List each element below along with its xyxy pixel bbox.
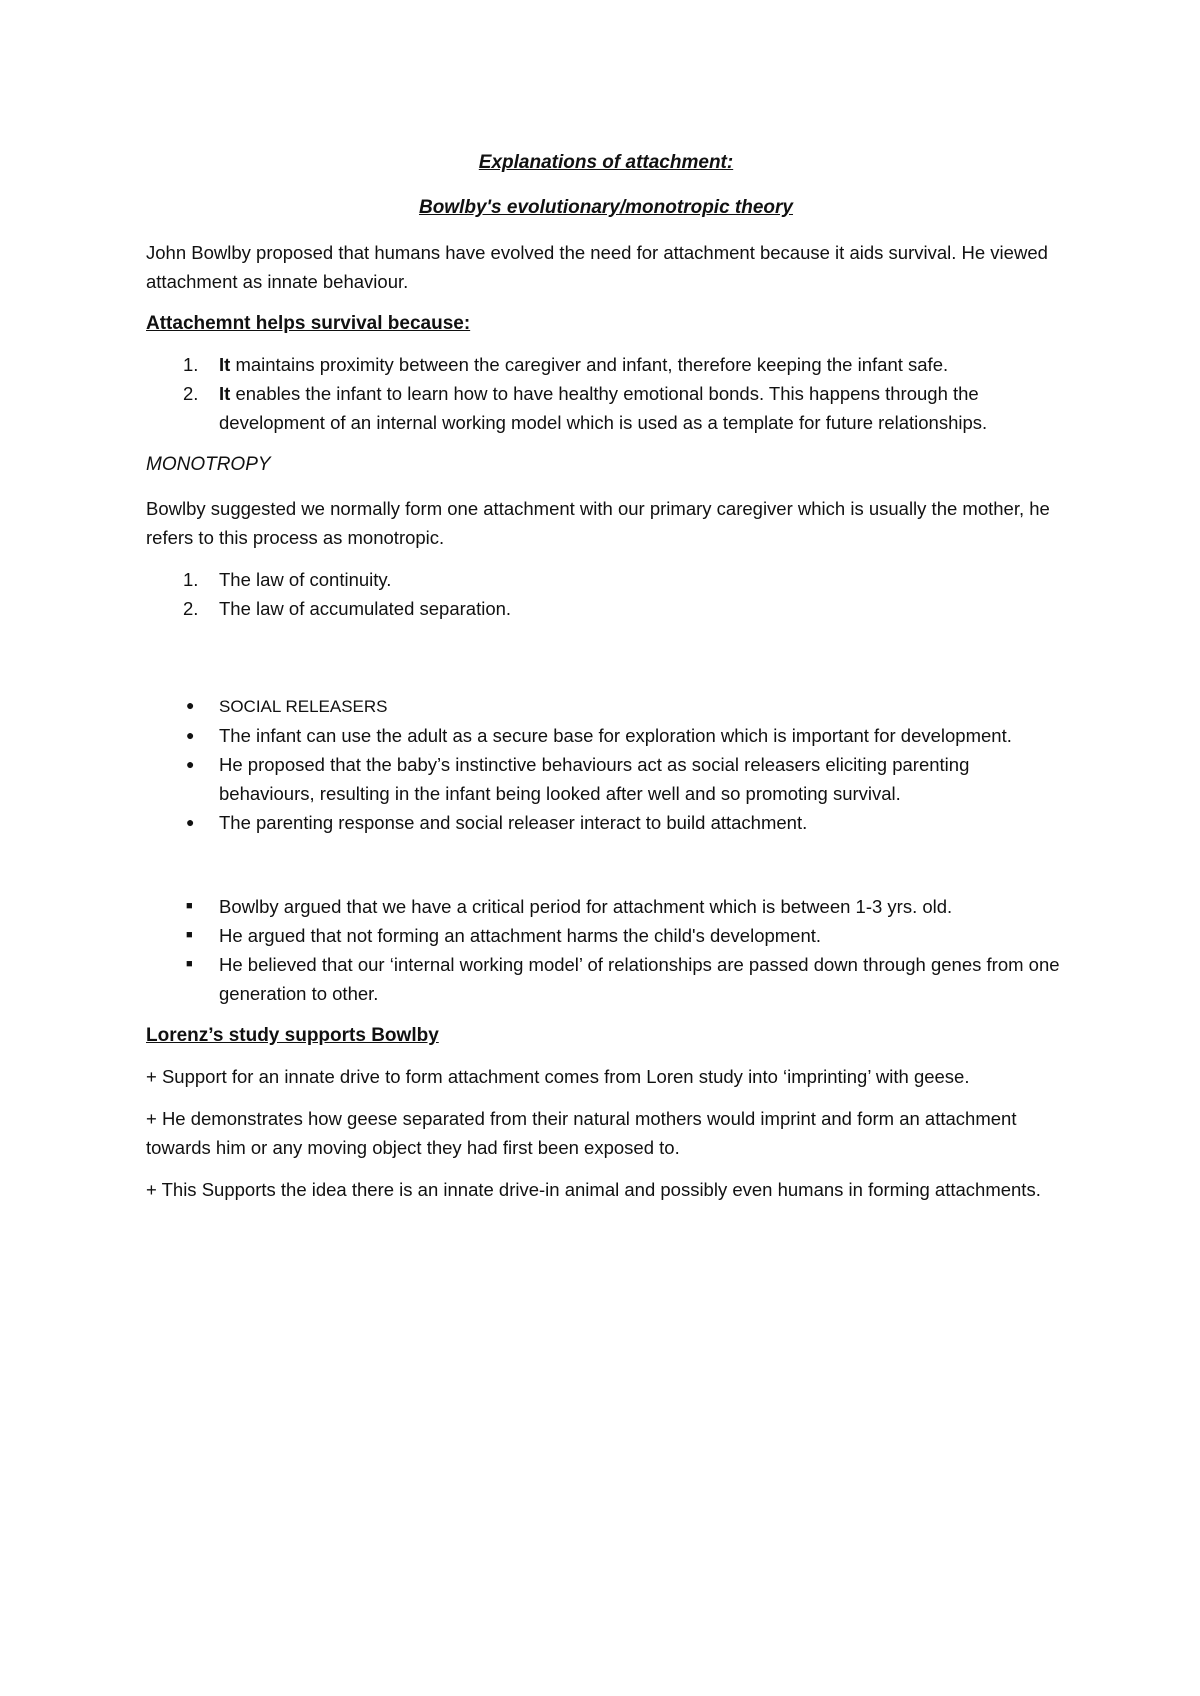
list-item-text: enables the infant to learn how to have healthy emotional bonds. This happens through the development of an internal working model which is used as a template for future relationships.	[219, 383, 988, 433]
list-item-lead: It	[219, 383, 231, 404]
bullet-icon: ●	[186, 697, 195, 713]
list-number: 2.	[183, 598, 199, 619]
list-item-text: The infant can use the adult as a secure base for exploration which is important for development.	[219, 725, 1012, 746]
lorenz-paragraph: + This Supports the idea there is an innate drive-in animal and possibly even humans in forming attachments.	[146, 1179, 1041, 1200]
list-item	[146, 892, 1066, 921]
monotropy-heading: MONOTROPY	[146, 454, 271, 475]
list-item	[146, 950, 1066, 1008]
list-item-text: maintains proximity between the caregiver and infant, therefore keeping the infant safe.	[230, 354, 949, 375]
intro-paragraph: John Bowlby proposed that humans have evolved the need for attachment because it aids survival. He viewed attachment as innate behaviour.	[146, 242, 1048, 292]
bullet-icon: ●	[186, 814, 195, 830]
list-item	[146, 350, 1066, 379]
document-content	[146, 148, 1066, 1217]
laws-list	[146, 565, 1066, 623]
list-item	[146, 750, 1066, 808]
list-item	[146, 594, 1066, 623]
list-item	[146, 808, 1066, 837]
lorenz-paragraph: + Support for an innate drive to form attachment comes from Loren study into ‘imprinting’ with geese.	[146, 1066, 970, 1087]
list-number: 1.	[183, 569, 199, 590]
square-bullet-icon: ■	[186, 929, 193, 941]
list-item-text: SOCIAL RELEASERS	[219, 697, 388, 716]
list-item-text: The law of continuity.	[219, 569, 392, 590]
document-title: Explanations of attachment:	[478, 152, 734, 173]
bullet-icon: ●	[186, 727, 195, 743]
list-item-text: He argued that not forming an attachment harms the child's development.	[219, 925, 822, 946]
survival-heading: Attachemnt helps survival because:	[146, 313, 471, 334]
survival-list	[146, 350, 1066, 437]
list-item	[146, 721, 1066, 750]
lorenz-paragraph: + He demonstrates how geese separated from their natural mothers would imprint and form an attachment towards him or any moving object they had first been exposed to.	[146, 1108, 1017, 1158]
bullet-icon: ●	[186, 756, 195, 772]
square-bullet-icon: ■	[186, 900, 193, 912]
releasers-bullet-list	[146, 691, 1066, 837]
list-item	[146, 565, 1066, 594]
list-item-text: Bowlby argued that we have a critical period for attachment which is between 1-3 yrs. old.	[219, 896, 953, 917]
monotropy-paragraph: Bowlby suggested we normally form one attachment with our primary caregiver which is usually the mother, he refers to this process as monotropic.	[146, 498, 1050, 548]
square-bullet-icon: ■	[186, 958, 193, 970]
list-number: 2.	[183, 383, 199, 404]
list-item-lead: It	[219, 354, 231, 375]
list-number: 1.	[183, 354, 199, 375]
list-item-text: He believed that our ‘internal working model’ of relationships are passed down through genes from one generation to other.	[219, 954, 1060, 1004]
list-item-text: The parenting response and social releaser interact to build attachment.	[219, 812, 808, 833]
list-item-text: The law of accumulated separation.	[219, 598, 512, 619]
list-item-text: He proposed that the baby’s instinctive behaviours act as social releasers eliciting parenting behaviours, resulting in the infant being looked after well and so promoting survival.	[219, 754, 970, 804]
list-item	[146, 691, 1066, 721]
document-subtitle: Bowlby's evolutionary/monotropic theory	[418, 197, 793, 218]
lorenz-heading: Lorenz’s study supports Bowlby	[146, 1025, 439, 1046]
list-item	[146, 921, 1066, 950]
list-item	[146, 379, 1066, 437]
critical-period-list	[146, 892, 1066, 1008]
